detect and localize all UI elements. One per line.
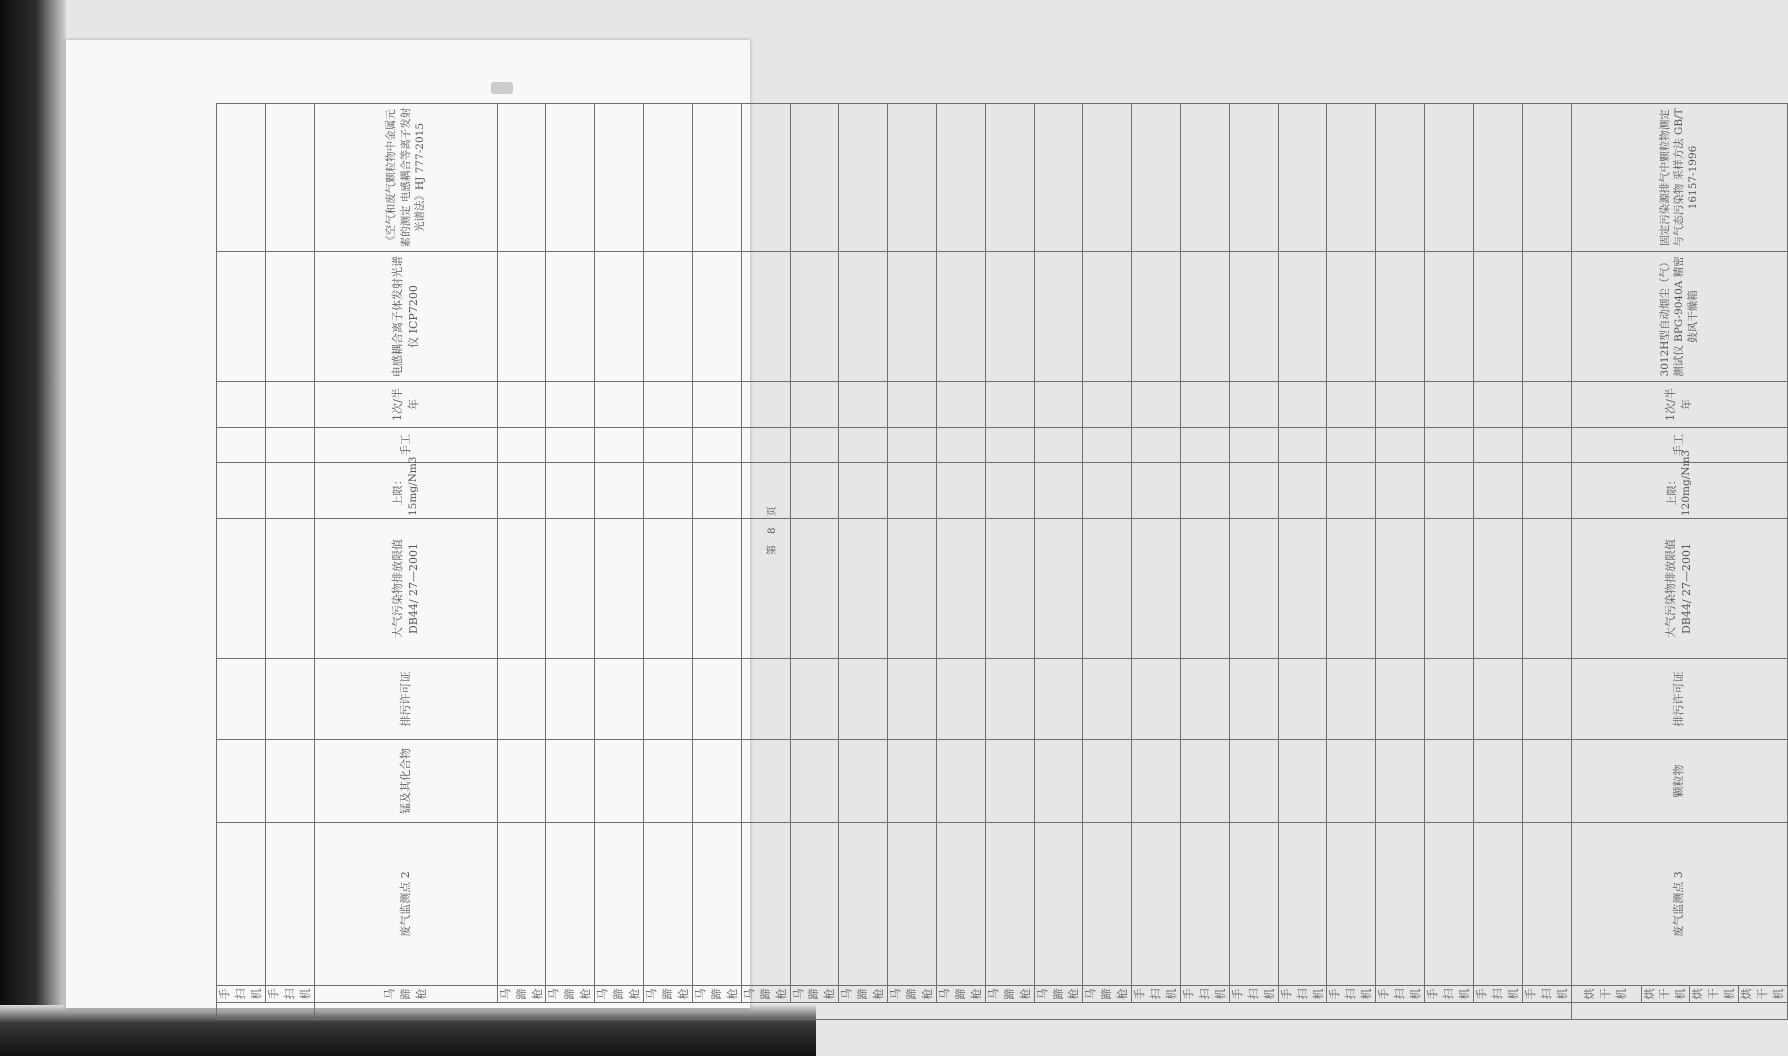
device-cell: 手扫机 [1473,986,1522,1003]
table-row [265,104,314,1020]
empty-cell [217,659,266,740]
empty-cell [217,382,266,428]
empty-cell [265,104,314,252]
empty-cell [692,519,741,659]
permit-cell: 排污许可证 [314,659,497,740]
empty-cell [1278,740,1327,823]
empty-cell [839,740,888,823]
table-row [985,104,1034,1020]
device-cell: 手扫机 [265,986,314,1003]
empty-cell [1425,659,1474,740]
empty-cell [497,382,546,428]
empty-cell [1425,740,1474,823]
empty-cell [644,823,693,986]
device-cell: 马蹄枪 [839,986,888,1003]
empty-cell [1522,659,1571,740]
monitoring-point-cell: 废气监测点 3 [1571,823,1787,986]
empty-cell [644,382,693,428]
empty-cell [1181,382,1230,428]
document-page [66,40,1785,1008]
table-row-point2 [314,104,497,1020]
empty-cell [936,823,985,986]
empty-cell [1522,740,1571,823]
monitoring-table [216,103,1788,1020]
empty-cell [1034,252,1083,382]
table-row [888,104,937,1020]
empty-cell [546,252,595,382]
table-row [546,104,595,1020]
empty-cell [936,104,985,252]
empty-cell [265,823,314,986]
empty-cell [985,659,1034,740]
table-row [1571,104,1641,1020]
device-cell: 手扫机 [1229,986,1278,1003]
device-cell: 马蹄枪 [546,986,595,1003]
empty-cell [1327,740,1376,823]
empty-cell [1083,823,1132,986]
empty-cell [497,659,546,740]
empty-cell [839,519,888,659]
empty-cell [1376,463,1425,519]
empty-cell [217,519,266,659]
empty-cell [497,252,546,382]
device-merged-cell [1571,1003,1787,1020]
empty-cell [936,463,985,519]
empty-cell [595,104,644,252]
empty-cell [1425,104,1474,252]
empty-cell [888,252,937,382]
empty-cell [985,428,1034,463]
empty-cell [741,428,790,463]
empty-cell [790,428,839,463]
empty-cell [1132,463,1181,519]
empty-cell [1229,463,1278,519]
method-cell: 手工 [314,428,497,463]
device-cell: 手扫机 [1132,986,1181,1003]
empty-cell [644,252,693,382]
device-cell: 马蹄枪 [1034,986,1083,1003]
empty-cell [1522,823,1571,986]
empty-cell [1034,519,1083,659]
empty-cell [1473,659,1522,740]
empty-cell [1181,428,1230,463]
empty-cell [692,740,741,823]
empty-cell [741,823,790,986]
empty-cell [1181,659,1230,740]
empty-cell [839,659,888,740]
empty-cell [741,740,790,823]
empty-cell [1425,382,1474,428]
device-merged-cell [217,1003,315,1020]
device-cell: 烘干机 [1690,986,1739,1003]
page-number: 第 8 页 [767,502,778,555]
empty-cell [936,659,985,740]
empty-cell [1327,463,1376,519]
empty-cell [217,428,266,463]
empty-cell [497,104,546,252]
empty-cell [790,659,839,740]
empty-cell [1278,823,1327,986]
frequency-cell: 1次/半年 [1571,382,1787,428]
empty-cell [1425,823,1474,986]
empty-cell [1229,252,1278,382]
empty-cell [1083,104,1132,252]
empty-cell [1278,382,1327,428]
empty-cell [497,823,546,986]
empty-cell [692,463,741,519]
empty-cell [790,382,839,428]
empty-cell [595,463,644,519]
empty-cell [790,104,839,252]
device-cell: 马蹄枪 [1083,986,1132,1003]
empty-cell [1034,463,1083,519]
device-cell: 手扫机 [1327,986,1376,1003]
instrument-cell: 3012H型自动烟尘（气）测试仪 BPG-9040A 精密鼓风干燥箱 [1571,252,1787,382]
empty-cell [1327,519,1376,659]
device-cell: 烘干机 [1571,986,1641,1003]
empty-cell [644,740,693,823]
empty-cell [546,519,595,659]
empty-cell [985,519,1034,659]
empty-cell [985,463,1034,519]
device-cell: 马蹄枪 [888,986,937,1003]
empty-cell [692,382,741,428]
empty-cell [1473,740,1522,823]
empty-cell [1376,823,1425,986]
empty-cell [741,104,790,252]
empty-cell [888,428,937,463]
empty-cell [985,252,1034,382]
empty-cell [1327,104,1376,252]
empty-cell [595,252,644,382]
table-row [1376,104,1425,1020]
device-cell: 马蹄枪 [985,986,1034,1003]
empty-cell [790,740,839,823]
empty-cell [790,252,839,382]
table-row [595,104,644,1020]
empty-cell [644,659,693,740]
empty-cell [1132,104,1181,252]
table-row [1229,104,1278,1020]
empty-cell [1132,252,1181,382]
empty-cell [888,463,937,519]
pollutant-cell: 锰及其化合物 [314,740,497,823]
device-cell: 马蹄枪 [741,986,790,1003]
monitoring-point-cell: 废气监测点 2 [314,823,497,986]
device-cell: 手扫机 [1522,986,1571,1003]
device-cell: 手扫机 [1425,986,1474,1003]
standard-cell: 大气污染物排放限值 DB44/ 27—2001 [1571,519,1787,659]
empty-cell [1327,823,1376,986]
empty-cell [1376,428,1425,463]
empty-cell [1229,382,1278,428]
empty-cell [217,252,266,382]
empty-cell [888,519,937,659]
empty-cell [1327,252,1376,382]
empty-cell [1473,823,1522,986]
empty-cell [1132,659,1181,740]
empty-cell [1034,104,1083,252]
table-row [1522,104,1571,1020]
empty-cell [1522,463,1571,519]
empty-cell [1522,382,1571,428]
empty-cell [888,659,937,740]
empty-cell [839,252,888,382]
empty-cell [497,740,546,823]
empty-cell [692,659,741,740]
empty-cell [1083,659,1132,740]
empty-cell [1473,104,1522,252]
empty-cell [839,463,888,519]
empty-cell [595,823,644,986]
device-cell: 手扫机 [1181,986,1230,1003]
empty-cell [265,519,314,659]
empty-cell [985,104,1034,252]
instrument-cell: 电感耦合离子体发射光谱仪 ICP7200 [314,252,497,382]
empty-cell [1278,519,1327,659]
analysis-method-cell: 《空气和废气颗粒物中金属元素的测定 电感耦合等离子发射光谱法》HJ 777-2015 [314,104,497,252]
empty-cell [1425,428,1474,463]
empty-cell [644,519,693,659]
empty-cell [1473,382,1522,428]
device-cell: 马蹄枪 [314,986,497,1003]
empty-cell [985,823,1034,986]
frequency-cell: 1次/半年 [314,382,497,428]
empty-cell [1229,428,1278,463]
empty-cell [790,463,839,519]
empty-cell [1181,463,1230,519]
empty-cell [1278,428,1327,463]
table-row [1181,104,1230,1020]
method-cell: 手工 [1571,428,1787,463]
empty-cell [497,463,546,519]
empty-cell [839,104,888,252]
empty-cell [546,740,595,823]
table-row [497,104,546,1020]
empty-cell [790,519,839,659]
empty-cell [692,428,741,463]
empty-cell [265,382,314,428]
empty-cell [1522,252,1571,382]
empty-cell [595,382,644,428]
table-row [1132,104,1181,1020]
device-cell: 马蹄枪 [644,986,693,1003]
empty-cell [1425,519,1474,659]
empty-cell [1278,104,1327,252]
empty-cell [595,740,644,823]
empty-cell [985,740,1034,823]
table-row [1083,104,1132,1020]
empty-cell [1376,659,1425,740]
empty-cell [1278,463,1327,519]
empty-cell [888,740,937,823]
empty-cell [1425,252,1474,382]
empty-cell [741,252,790,382]
empty-cell [1376,740,1425,823]
empty-cell [1181,252,1230,382]
scan-speck [491,82,513,94]
empty-cell [1473,252,1522,382]
empty-cell [692,104,741,252]
empty-cell [546,823,595,986]
empty-cell [1327,659,1376,740]
empty-cell [595,659,644,740]
empty-cell [1376,252,1425,382]
table-row [217,104,266,1020]
empty-cell [1132,740,1181,823]
device-cell: 手扫机 [1278,986,1327,1003]
empty-cell [546,428,595,463]
empty-cell [1083,428,1132,463]
empty-cell [546,659,595,740]
empty-cell [1034,659,1083,740]
empty-cell [1229,659,1278,740]
empty-cell [839,382,888,428]
empty-cell [265,252,314,382]
empty-cell [1473,519,1522,659]
empty-cell [1278,659,1327,740]
empty-cell [839,428,888,463]
table-row [692,104,741,1020]
empty-cell [1083,740,1132,823]
table-row [1473,104,1522,1020]
empty-cell [1083,252,1132,382]
empty-cell [1229,519,1278,659]
empty-cell [1229,823,1278,986]
empty-cell [692,823,741,986]
analysis-method-cell: 固定污染源排气中颗粒物测定与气态污染物 采样方法 GB/T 16157-1996 [1571,104,1787,252]
empty-cell [1229,104,1278,252]
table-row [1425,104,1474,1020]
empty-cell [1229,740,1278,823]
empty-cell [265,463,314,519]
empty-cell [936,252,985,382]
device-cell: 手扫机 [1376,986,1425,1003]
empty-cell [1522,519,1571,659]
empty-cell [1181,104,1230,252]
empty-cell [1034,428,1083,463]
empty-cell [741,659,790,740]
device-merged-cell [314,1003,1571,1020]
device-cell: 烘干机 [1641,986,1690,1003]
table-row [1327,104,1376,1020]
device-cell: 马蹄枪 [936,986,985,1003]
empty-cell [546,463,595,519]
empty-cell [1181,823,1230,986]
empty-cell [1473,428,1522,463]
empty-cell [644,104,693,252]
empty-cell [1425,463,1474,519]
empty-cell [497,519,546,659]
empty-cell [265,740,314,823]
empty-cell [1522,428,1571,463]
empty-cell [1034,740,1083,823]
device-cell: 马蹄枪 [692,986,741,1003]
empty-cell [936,428,985,463]
empty-cell [644,428,693,463]
empty-cell [888,382,937,428]
empty-cell [1181,740,1230,823]
empty-cell [1327,382,1376,428]
empty-cell [1083,519,1132,659]
empty-cell [1278,252,1327,382]
empty-cell [1376,519,1425,659]
device-cell: 马蹄枪 [790,986,839,1003]
empty-cell [217,740,266,823]
empty-cell [839,823,888,986]
empty-cell [644,463,693,519]
empty-cell [1473,463,1522,519]
empty-cell [1132,519,1181,659]
empty-cell [1083,463,1132,519]
empty-cell [936,740,985,823]
permit-cell: 排污许可证 [1571,659,1787,740]
empty-cell [790,823,839,986]
device-cell: 马蹄枪 [497,986,546,1003]
empty-cell [1034,823,1083,986]
empty-cell [692,252,741,382]
empty-cell [888,104,937,252]
empty-cell [1327,428,1376,463]
table-row [790,104,839,1020]
limit-cell: 上限：120mg/Nm3 [1571,463,1787,519]
standard-cell: 大气污染物排放限值 DB44/ 27—2001 [314,519,497,659]
table-row [1034,104,1083,1020]
empty-cell [546,104,595,252]
empty-cell [1132,823,1181,986]
empty-cell [1132,428,1181,463]
empty-cell [936,519,985,659]
empty-cell [546,382,595,428]
empty-cell [1132,382,1181,428]
empty-cell [1376,382,1425,428]
empty-cell [985,382,1034,428]
empty-cell [595,519,644,659]
empty-cell [936,382,985,428]
empty-cell [1522,104,1571,252]
device-cell: 马蹄枪 [595,986,644,1003]
scan-edge-left [0,0,66,1056]
empty-cell [1083,382,1132,428]
device-cell: 手扫机 [217,986,266,1003]
empty-cell [217,104,266,252]
pollutant-cell: 颗粒物 [1571,740,1787,823]
empty-cell [1376,104,1425,252]
empty-cell [217,823,266,986]
empty-cell [497,428,546,463]
table-row [741,104,790,1020]
empty-cell [595,428,644,463]
device-cell: 烘干机 [1739,986,1788,1003]
empty-cell [741,382,790,428]
table-row [936,104,985,1020]
empty-cell [265,428,314,463]
empty-cell [888,823,937,986]
limit-cell: 上限：15mg/Nm3 [314,463,497,519]
table-row [1278,104,1327,1020]
empty-cell [1181,519,1230,659]
table-row [839,104,888,1020]
empty-cell [217,463,266,519]
table-row [644,104,693,1020]
empty-cell [265,659,314,740]
empty-cell [1034,382,1083,428]
